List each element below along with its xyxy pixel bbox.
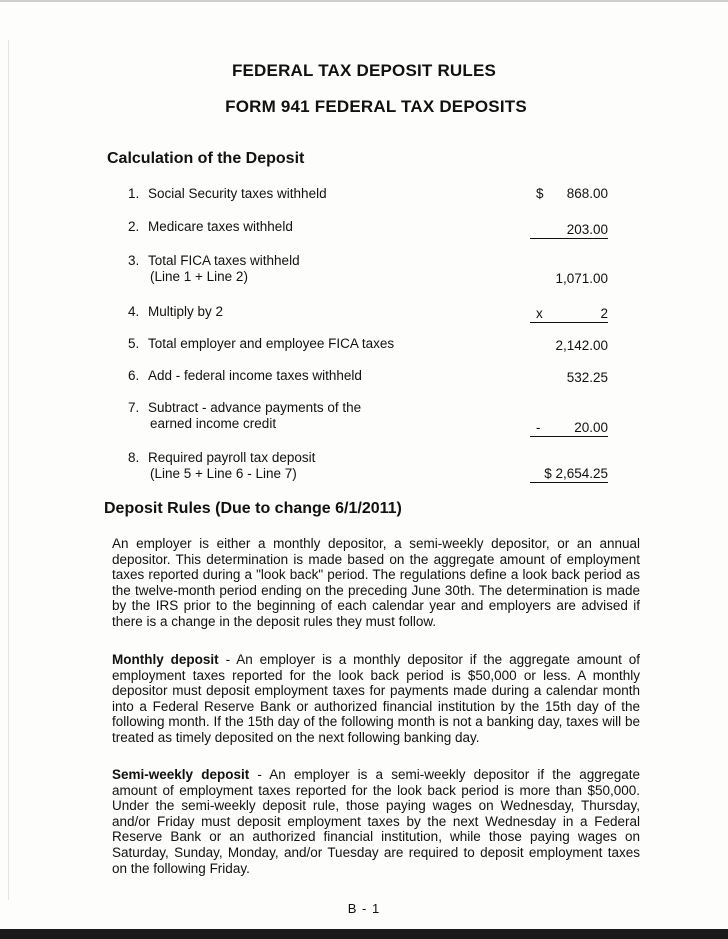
currency-symbol: $ <box>536 186 544 201</box>
calc-amount-2 <box>530 222 608 239</box>
calc-line-8 <box>128 450 315 482</box>
line-label: Add - federal income taxes withheld <box>148 368 362 383</box>
semiweekly-text: - An employer is a semi-weekly depositor if the aggregate amount of employment taxes reported for the look back period is more than $50,000. Under the semi-weekly deposit rule, those paying wages on Wednesday, Thursday, and/or Friday must deposit employment taxes by the next Wednesday in a Federal Reserve Bank or an authorized financial institution, while those paying wages on Saturday, Sunday, Monday, and/or Tuesday are required to deposit employment taxes on the following Friday. <box>112 767 640 876</box>
monthly-paragraph <box>112 652 640 746</box>
intro-paragraph: An employer is either a monthly depositor, a semi-weekly depositor, or an annual depositor. This determination is made based on the aggregate amount of employment taxes reported during a "look back" period. The regulations define a look back period as the twelve-month period ending on the preceding June 30th. The determination is made by the IRS prior to the beginning of each calendar year and employers are advised if there is a change in the deposit rules they must follow. <box>112 536 640 629</box>
monthly-label: Monthly deposit <box>112 652 219 667</box>
calc-line-3 <box>128 253 300 285</box>
line-label-continued: (Line 5 + Line 6 - Line 7) <box>150 466 297 481</box>
line-number: 2. <box>128 219 140 234</box>
line-number: 3. <box>128 253 140 268</box>
line-number: 8. <box>128 450 140 465</box>
calc-line-4 <box>128 304 223 320</box>
page-number: B - 1 <box>347 901 381 916</box>
line-number: 5. <box>128 336 140 351</box>
line-label: Total FICA taxes withheld <box>148 253 300 268</box>
scan-edge-bottom <box>0 929 728 939</box>
line-label-continued: earned income credit <box>150 416 277 431</box>
deposit-rules-heading: Deposit Rules (Due to change 6/1/2011) <box>104 500 402 517</box>
multiply-symbol: x <box>536 306 543 321</box>
line-label-continued: (Line 1 + Line 2) <box>150 269 248 284</box>
amount-value: 868.00 <box>566 186 608 201</box>
page-title: FEDERAL TAX DEPOSIT RULES <box>231 61 497 80</box>
line-number: 7. <box>128 400 140 415</box>
scan-edge-top <box>0 0 728 2</box>
line-label: Subtract - advance payments of the <box>148 400 362 415</box>
calc-amount-4 <box>530 306 608 323</box>
amount-value: 2,142.00 <box>555 338 608 353</box>
line-label: Required payroll tax deposit <box>148 450 316 465</box>
amount-value: 203.00 <box>566 222 608 237</box>
page-subtitle: FORM 941 FEDERAL TAX DEPOSITS <box>225 97 527 116</box>
line-label: Multiply by 2 <box>148 304 224 319</box>
minus-symbol: - <box>536 420 541 435</box>
scan-edge-left <box>8 40 9 900</box>
line-number: 4. <box>128 304 140 319</box>
calc-line-7 <box>128 400 361 432</box>
calc-line-2 <box>128 219 293 235</box>
line-label: Total employer and employee FICA taxes <box>148 336 395 351</box>
calc-line-1 <box>128 186 327 202</box>
calc-amount-7 <box>530 420 608 437</box>
calculation-heading: Calculation of the Deposit <box>107 150 305 167</box>
calc-line-5 <box>128 336 394 352</box>
semiweekly-paragraph <box>112 767 640 876</box>
amount-value: 1,071.00 <box>555 271 608 286</box>
calc-amount-8 <box>530 466 608 483</box>
line-label: Social Security taxes withheld <box>148 186 327 201</box>
line-label: Medicare taxes withheld <box>148 219 293 234</box>
amount-value: 2 <box>600 306 608 321</box>
calc-line-6 <box>128 368 362 384</box>
line-number: 1. <box>128 186 140 201</box>
line-number: 6. <box>128 368 140 383</box>
amount-value: 20.00 <box>574 420 608 435</box>
semiweekly-label: Semi-weekly deposit <box>112 767 250 782</box>
monthly-text: - An employer is a monthly depositor if the aggregate amount of employment taxes reported for the look back period is $50,000 or less. A monthly depositor must deposit employment taxes for payments made during a calendar month into a Federal Reserve Bank or authorized financial institution by the 15th day of the following month. If the 15th day of the following month is not a banking day, taxes will be treated as timely deposited on the next following banking day. <box>112 652 640 745</box>
amount-value: $ 2,654.25 <box>544 466 608 481</box>
amount-value: 532.25 <box>566 370 608 385</box>
